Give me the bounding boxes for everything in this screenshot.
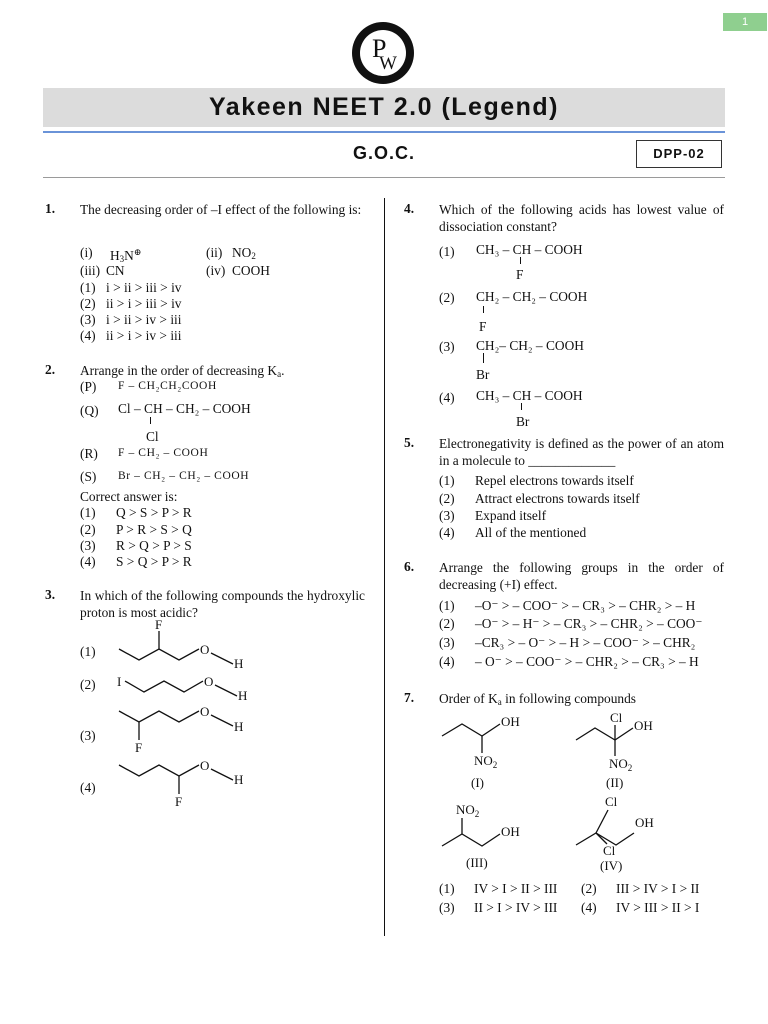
q4-option-number: (3)	[439, 339, 455, 354]
q3-s4-atom-o: O	[200, 758, 210, 773]
q7-option-number: (1)	[439, 881, 455, 896]
q7-s2-no2: $NO_2$	[609, 756, 633, 773]
q3-text: In which of the following compounds the hydroxylic proton is most acidic?	[80, 588, 365, 620]
q7-s3-oh: OH	[501, 824, 520, 839]
q2-compound-q: Cl – CH – CH₂ – COOH	[118, 401, 251, 416]
q7-s1-no2: $NO_2$	[474, 753, 498, 770]
q2-label-r: (R)	[80, 446, 98, 461]
q4-option-number: (4)	[439, 390, 455, 405]
q6-option-2[interactable]: –O⁻ > – H⁻ > – CR₃ > – CHR₂ > – COO⁻	[475, 616, 703, 631]
q7-label-ii: (II)	[606, 775, 624, 790]
q1-number: 1.	[45, 201, 56, 216]
q2-option-2[interactable]: P > R > S > Q	[116, 522, 192, 537]
q5-number: 5.	[404, 435, 415, 450]
subject-heading: G.O.C.	[352, 143, 415, 163]
q3-s2-atom-o: O	[204, 674, 214, 689]
q4-option-1[interactable]: CH₃ – CH – COOH	[476, 242, 583, 257]
q5-option-number: (1)	[439, 473, 455, 488]
q3-s3-atom-f: F	[135, 740, 143, 755]
q3-number: 3.	[45, 587, 56, 602]
q5-option-4[interactable]: All of the mentioned	[475, 525, 587, 540]
q7-number: 7.	[404, 690, 415, 705]
q7-s4-bond-cl-top	[596, 810, 608, 833]
q1-option-2[interactable]: ii > i > iii > iv	[106, 296, 182, 311]
q2-text: Arrange in the order of decreasing $K_a$.	[80, 363, 285, 379]
logo-letter-p: P	[372, 34, 387, 63]
q2-compound-p: F – CH₂CH₂COOH	[118, 380, 217, 392]
q7-s3-no2: $NO_2$	[456, 802, 480, 819]
q2-label-p: (P)	[80, 379, 97, 394]
q3-s1-atom-f: F	[155, 617, 163, 632]
document-title: Yakeen NEET 2.0 (Legend)	[43, 88, 725, 127]
q7-s3-no2-text: NO	[456, 802, 475, 817]
q5-option-number: (2)	[439, 491, 455, 506]
q2-compound-s: Br – CH₂ – CH₂ – COOH	[118, 470, 250, 482]
q7-option-4[interactable]: IV > III > II > I	[616, 900, 700, 915]
q1-option-4[interactable]: ii > i > iv > iii	[106, 328, 182, 343]
q3-s4-atom-f: F	[175, 794, 183, 809]
q7-label-iv: (IV)	[600, 858, 623, 873]
q7-s4-oh: OH	[635, 815, 654, 830]
q1-item-label: (iv)	[206, 263, 226, 278]
q2-option-4[interactable]: S > Q > P > R	[116, 554, 192, 569]
q1-option-number: (3)	[80, 312, 96, 327]
q1-option-3[interactable]: i > ii > iv > iii	[106, 312, 182, 327]
q4-option-3-sub: Br	[476, 367, 490, 382]
q6-option-number: (1)	[439, 598, 455, 613]
q5-option-3[interactable]: Expand itself	[475, 508, 547, 523]
q1-item-iv: COOH	[232, 263, 270, 278]
q7-s1-no2-text: NO	[474, 753, 493, 768]
q7-label-i: (I)	[471, 775, 484, 790]
q4-option-number: (2)	[439, 290, 455, 305]
dpp-badge: DPP-02	[636, 140, 722, 168]
q1-option-number: (1)	[80, 280, 96, 295]
q2-option-number: (2)	[80, 522, 96, 537]
q4-option-3[interactable]: CH₂– CH₂ – COOH	[476, 338, 584, 353]
q6-option-4[interactable]: – O⁻ > – COO⁻ > – CHR₂ > – CR₃ > – H	[475, 654, 699, 669]
q3-s1-atom-h: H	[234, 656, 244, 671]
q5-option-number: (3)	[439, 508, 455, 523]
q1-item-text: NO	[232, 245, 252, 260]
page-number: 1	[723, 13, 767, 31]
q3-option-number: (4)	[80, 780, 96, 795]
q7-option-number: (4)	[581, 900, 597, 915]
q1-item-iii: CN	[106, 263, 125, 278]
q7-s1-oh: OH	[501, 714, 520, 729]
q5-option-2[interactable]: Attract electrons towards itself	[475, 491, 640, 506]
q1-item-ii: $NO_2$	[232, 245, 256, 261]
q1-option-number: (2)	[80, 296, 96, 311]
q4-option-2-sub: F	[479, 319, 487, 334]
q1-item-label: (i)	[80, 245, 93, 260]
q4-option-1-sub: F	[516, 267, 524, 282]
q1-option-1[interactable]: i > ii > iii > iv	[106, 280, 182, 295]
q6-option-1[interactable]: –O⁻ > – COO⁻ > – CR₃ > – CHR₂ > – H	[475, 598, 696, 613]
q1-item-text: H	[110, 248, 120, 263]
q6-text: Arrange the following groups in the order of decreasing (+I) effect.	[439, 560, 724, 592]
q6-option-number: (2)	[439, 616, 455, 631]
q4-option-4-sub: Br	[516, 414, 530, 429]
q1-option-number: (4)	[80, 328, 96, 343]
q3-s3-atom-o: O	[200, 704, 210, 719]
q7-option-3[interactable]: II > I > IV > III	[474, 900, 558, 915]
q2-option-number: (3)	[80, 538, 96, 553]
q7-s2-no2-text: NO	[609, 756, 628, 771]
q7-label-iii: (III)	[466, 855, 488, 870]
q2-label-s: (S)	[80, 469, 97, 484]
q2-text-sub: a	[277, 369, 282, 379]
q3-option-number: (2)	[80, 677, 96, 692]
q2-label-q: (Q)	[80, 403, 99, 418]
q4-option-2[interactable]: CH₂ – CH₂ – COOH	[476, 289, 588, 304]
q4-text: Which of the following acids has lowest value of dissociation constant?	[439, 202, 724, 234]
q1-item-text: N	[124, 248, 134, 263]
q1-text: The decreasing order of –I effect of the following is:	[80, 202, 362, 217]
q2-option-number: (1)	[80, 505, 96, 520]
q7-s2-oh: OH	[634, 718, 653, 733]
q1-item-label: (ii)	[206, 245, 223, 260]
q6-option-number: (4)	[439, 654, 455, 669]
q3-s2-atom-h: H	[238, 688, 248, 703]
q4-option-number: (1)	[439, 244, 455, 259]
q3-s4-atom-h: H	[234, 772, 244, 787]
q6-option-number: (3)	[439, 635, 455, 650]
q1-item-i: $H_3N^\oplus$	[110, 247, 142, 264]
q7-text-main: Order of K	[439, 691, 498, 706]
q2-correct-label: Correct answer is:	[80, 489, 178, 504]
q5-option-1[interactable]: Repel electrons towards itself	[475, 473, 634, 488]
q2-option-3[interactable]: R > Q > P > S	[116, 538, 192, 553]
q7-s4-cl-bottom: Cl	[603, 843, 616, 858]
q3-s1-atom-o: O	[200, 642, 210, 657]
q3-option-number: (3)	[80, 728, 96, 743]
q7-text-rest: in following compounds	[501, 691, 637, 706]
q5-text: Electronegativity is defined as the power of an atom in a molecule to _____________	[439, 436, 724, 468]
q5-option-number: (4)	[439, 525, 455, 540]
logo-letter-w: W	[379, 53, 397, 74]
q2-text-main: Arrange in the order of decreasing K	[80, 363, 278, 378]
q3-option-number: (1)	[80, 644, 96, 659]
q7-s2-cl: Cl	[610, 710, 623, 725]
q2-option-number: (4)	[80, 554, 96, 569]
q3-s3-atom-h: H	[234, 719, 244, 734]
q4-option-4[interactable]: CH₃ – CH – COOH	[476, 388, 583, 403]
q3-s2-atom-i: I	[117, 674, 122, 689]
q7-s4-cl-top: Cl	[605, 794, 618, 809]
q7-option-2[interactable]: III > IV > I > II	[616, 881, 700, 896]
q4-number: 4.	[404, 201, 415, 216]
q6-option-3[interactable]: –CR₃ > – O⁻ > – H > – COO⁻ > – CHR₂	[475, 635, 696, 650]
q7-option-number: (3)	[439, 900, 455, 915]
q2-compound-r: F – CH₂ – COOH	[118, 447, 209, 459]
q2-option-1[interactable]: Q > S > P > R	[116, 505, 192, 520]
q7-option-number: (2)	[581, 881, 597, 896]
q2-compound-q-sub: Cl	[146, 429, 159, 444]
q7-text-sub: a	[497, 697, 502, 707]
q7-option-1[interactable]: IV > I > II > III	[474, 881, 558, 896]
q6-number: 6.	[404, 559, 415, 574]
q1-item-label: (iii)	[80, 263, 101, 278]
q2-number: 2.	[45, 362, 56, 377]
